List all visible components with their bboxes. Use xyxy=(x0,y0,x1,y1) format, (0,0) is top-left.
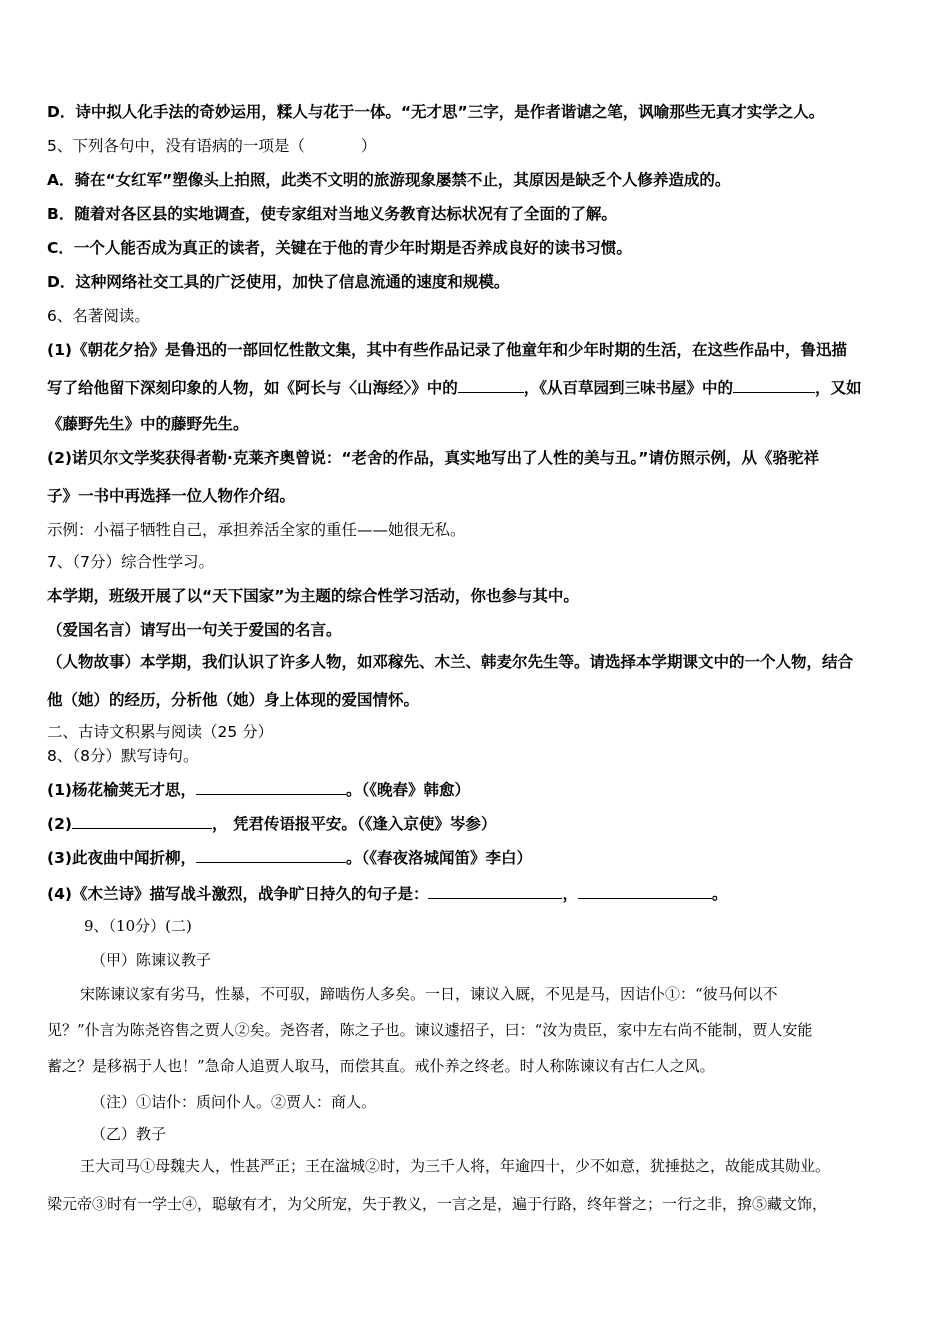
q6-stem: 6、名著阅读。 xyxy=(47,307,150,325)
passage-jia-title: （甲）陈谏议教子 xyxy=(91,951,212,969)
q8-line1-text-b: 。（《晚春》韩愈） xyxy=(345,781,470,799)
q9-stem: 9、（10分）(二) xyxy=(84,917,192,935)
section-2-heading: 二、古诗文积累与阅读（25 分） xyxy=(47,723,274,741)
q6-part1-text-c: ，又如 xyxy=(815,379,862,397)
q6-part1-line1: (1)《朝花夕拾》是鲁迅的一部回忆性散文集，其中有些作品记录了他童年和少年时期的生活，在这些作品中，鲁迅描 xyxy=(47,341,847,359)
answer-blank-1[interactable] xyxy=(458,378,524,393)
q5-stem xyxy=(47,136,376,156)
passage-yi-title: （乙）教子 xyxy=(91,1125,167,1143)
q7-stem: 7、（7分）综合性学习。 xyxy=(47,553,214,571)
q8-line2 xyxy=(47,814,496,834)
q5-option-d: D．这种网络社交工具的广泛使用，加快了信息流通的速度和规模。 xyxy=(47,273,510,291)
q6-part2-line1: (2)诺贝尔文学奖获得者勒·克莱齐奥曾说：“老舍的作品，真实地写出了人性的美与丑。”请仿照示例，从《骆驼祥 xyxy=(47,449,819,467)
q5-option-c: C．一个人能否成为真正的读者，关键在于他的青少年时期是否养成良好的读书习惯。 xyxy=(47,239,632,257)
q7-task-b-line1: （人物故事）本学期，我们认识了许多人物，如邓稼先、木兰、韩麦尔先生等。请选择本学期课文中的一个人物，结合 xyxy=(47,653,854,671)
q6-part1-line3: 《藤野先生》中的藤野先生。 xyxy=(47,415,249,433)
q7-task-b-line2: 他（她）的经历，分析他（她）身上体现的爱国情怀。 xyxy=(47,691,420,709)
passage-jia-line3: 蓄之？是移祸于人也！”急命人追贾人取马，而偿其直。戒仆养之终老。时人称陈谏议有古仁人之风。 xyxy=(47,1057,715,1075)
q8-line4-text-c: 。 xyxy=(711,885,728,903)
q8-line3 xyxy=(47,848,532,868)
answer-blank-5[interactable] xyxy=(196,848,346,863)
q8-line3-text-b: 。（《春夜洛城闻笛》李白） xyxy=(345,849,532,867)
answer-blank-4[interactable] xyxy=(72,814,212,829)
passage-yi-line1: 王大司马①母魏夫人，性甚严正；王在湓城②时，为三千人将，年逾四十，少不如意，犹捶挞之，故能成其勋业。 xyxy=(80,1157,831,1175)
answer-blank-6[interactable] xyxy=(428,884,562,899)
q8-stem: 8、（8分）默写诗句。 xyxy=(47,747,199,765)
q4-option-d: D．诗中拟人化手法的奇妙运用，糅人与花于一体。“无才思”三字，是作者谐谑之笔，讽喻那些无真才实学之人。 xyxy=(47,103,825,121)
answer-blank-7[interactable] xyxy=(578,884,712,899)
answer-blank-3[interactable] xyxy=(196,780,346,795)
q8-line2-text-b: ， 凭君传语报平安。（《逢入京使》岑参） xyxy=(211,815,497,833)
q8-line4-text-b: ， xyxy=(562,885,578,903)
q6-part2-line2: 子》一书中再选择一位人物作介绍。 xyxy=(47,487,296,505)
q5-option-a: A．骑在“女红军”塑像头上拍照，此类不文明的旅游现象屡禁不止，其原因是缺乏个人修养造成的。 xyxy=(47,171,731,189)
q8-line4 xyxy=(47,884,728,904)
q5-option-b: B．随着对各区县的实地调查，使专家组对当地义务教育达标状况有了全面的了解。 xyxy=(47,205,617,223)
q8-line1 xyxy=(47,780,470,800)
q8-line1-text-a: (1)杨花榆荚无才思， xyxy=(47,781,196,799)
q5-stem-end: ） xyxy=(360,137,377,155)
passage-jia-line2: 见？”仆言为陈尧咨售之贾人②矣。尧咨者，陈之子也。谏议遽招子，曰：“汝为贵臣，家中左右尚不能制，贾人安能 xyxy=(47,1021,813,1039)
q8-line2-text-a: (2) xyxy=(47,815,72,833)
q7-task-a: （爱国名言）请写出一句关于爱国的名言。 xyxy=(47,621,342,639)
q7-intro: 本学期，班级开展了以“天下国家”为主题的综合性学习活动，你也参与其中。 xyxy=(47,587,579,605)
q5-stem-text: 5、下列各句中，没有语病的一项是（ xyxy=(47,137,305,155)
q8-line4-text-a: (4)《木兰诗》描写战斗激烈，战争旷日持久的句子是： xyxy=(47,885,429,903)
q6-example: 示例：小福子牺牲自己，承担养活全家的重任——她很无私。 xyxy=(47,521,466,539)
q6-part1-text-b: ，《从百草园到三味书屋》中的 xyxy=(523,379,734,397)
q6-part1-line2 xyxy=(47,378,862,398)
passage-jia-note: （注）①诘仆：质问仆人。②贾人：商人。 xyxy=(91,1093,377,1111)
answer-blank-2[interactable] xyxy=(733,378,815,393)
q6-part1-text-a: 写了给他留下深刻印象的人物，如《阿长与〈山海经〉》中的 xyxy=(47,379,458,397)
passage-jia-line1: 宋陈谏议家有劣马，性暴，不可驭，蹄啮伤人多矣。一日，谏议入厩，不见是马，因诘仆①：“彼马何以不 xyxy=(80,985,778,1003)
q8-line3-text-a: (3)此夜曲中闻折柳， xyxy=(47,849,196,867)
passage-yi-line2: 梁元帝③时有一学士④，聪敏有才，为父所宠，失于教义，一言之是，遍于行路，终年誉之；一行之非，揜⑤藏文饰， xyxy=(47,1195,828,1213)
